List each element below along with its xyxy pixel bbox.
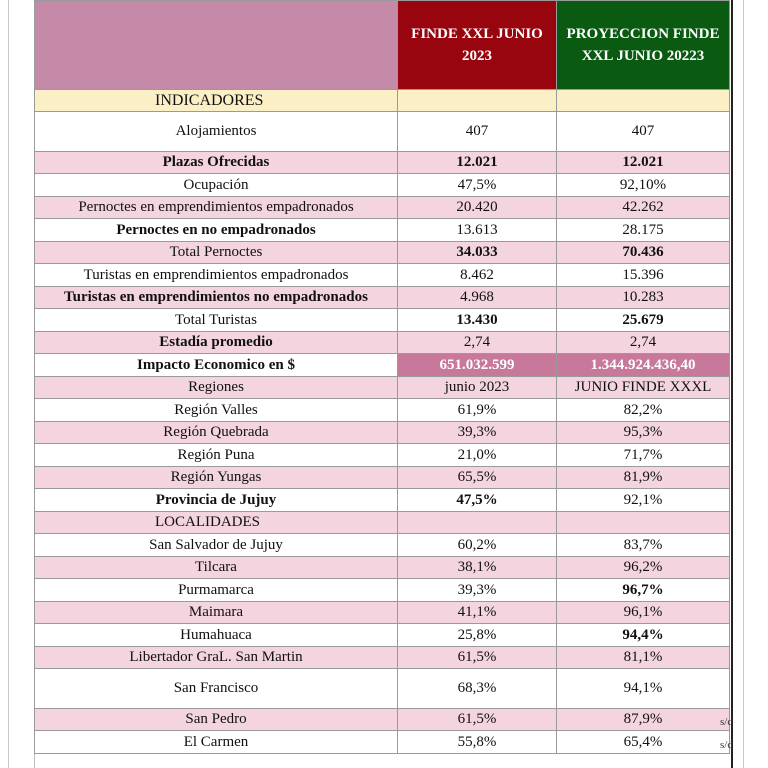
value-2023[interactable]: 21,0%	[398, 444, 557, 467]
value-proyeccion[interactable]: 65,4%	[557, 731, 730, 754]
value-proyeccion[interactable]: 81,1%	[557, 647, 730, 669]
value-proyeccion[interactable]: 94,1%	[557, 669, 730, 709]
table-row	[35, 112, 730, 152]
table-row	[35, 489, 730, 512]
side-note-san-pedro: s/d	[720, 716, 733, 728]
header-proyeccion[interactable]: PROYECCION FINDE XXL JUNIO 20223	[557, 1, 730, 90]
value-2023[interactable]: 20.420	[398, 197, 557, 219]
cell[interactable]	[557, 512, 730, 534]
row-label[interactable]: Total Pernoctes	[35, 242, 398, 264]
value-2023[interactable]: 65,5%	[398, 467, 557, 489]
table-row	[35, 624, 730, 647]
table-row	[35, 579, 730, 602]
row-label[interactable]: San Salvador de Jujuy	[35, 534, 398, 557]
row-label[interactable]: San Francisco	[35, 669, 398, 709]
row-label[interactable]: Región Valles	[35, 399, 398, 422]
section-indicadores[interactable]: INDICADORES	[35, 90, 398, 112]
row-label[interactable]: Ocupación	[35, 174, 398, 197]
value-2023[interactable]: 4.968	[398, 287, 557, 309]
row-label[interactable]: Turistas en emprendimientos empadronados	[35, 264, 398, 287]
value-2023[interactable]: 651.032.599	[398, 354, 557, 377]
row-label[interactable]: Total Turistas	[35, 309, 398, 332]
value-2023[interactable]: 39,3%	[398, 579, 557, 602]
value-proyeccion[interactable]: 70.436	[557, 242, 730, 264]
value-proyeccion[interactable]: 71,7%	[557, 444, 730, 467]
row-label[interactable]: Turistas en emprendimientos no empadronados	[35, 287, 398, 309]
section-localidades[interactable]: LOCALIDADES	[35, 512, 398, 534]
value-2023[interactable]: 61,9%	[398, 399, 557, 422]
value-proyeccion[interactable]: 81,9%	[557, 467, 730, 489]
value-2023[interactable]: 55,8%	[398, 731, 557, 754]
row-label[interactable]: Humahuaca	[35, 624, 398, 647]
cell[interactable]	[557, 90, 730, 112]
row-label[interactable]: San Pedro	[35, 709, 398, 731]
header-finde-2023[interactable]: FINDE XXL JUNIO 2023	[398, 1, 557, 90]
row-label[interactable]: Libertador GraL. San Martin	[35, 647, 398, 669]
row-label[interactable]: Pernoctes en emprendimientos empadronados	[35, 197, 398, 219]
grid-line	[8, 0, 9, 768]
value-2023[interactable]: 12.021	[398, 152, 557, 174]
table-row	[35, 264, 730, 287]
row-label[interactable]: Región Quebrada	[35, 422, 398, 444]
value-2023[interactable]: 34.033	[398, 242, 557, 264]
value-proyeccion[interactable]: 25.679	[557, 309, 730, 332]
table-row	[35, 174, 730, 197]
value-proyeccion[interactable]: 92,10%	[557, 174, 730, 197]
value-2023[interactable]: 8.462	[398, 264, 557, 287]
value-2023[interactable]: 25,8%	[398, 624, 557, 647]
value-proyeccion[interactable]: 15.396	[557, 264, 730, 287]
table-row	[35, 152, 730, 174]
table-row	[35, 287, 730, 309]
table-row	[35, 709, 730, 731]
row-label[interactable]: Plazas Ofrecidas	[35, 152, 398, 174]
value-2023[interactable]: 2,74	[398, 332, 557, 354]
table-row	[35, 444, 730, 467]
table-row	[35, 242, 730, 264]
table-row	[35, 422, 730, 444]
header-blank-cell[interactable]	[35, 1, 398, 90]
row-label[interactable]: Maimara	[35, 602, 398, 624]
value-proyeccion[interactable]: 96,1%	[557, 602, 730, 624]
value-2023[interactable]: 41,1%	[398, 602, 557, 624]
row-label[interactable]: El Carmen	[35, 731, 398, 754]
table-row	[35, 332, 730, 354]
value-proyeccion[interactable]: 94,4%	[557, 624, 730, 647]
row-label[interactable]: Estadía promedio	[35, 332, 398, 354]
row-label[interactable]: Región Puna	[35, 444, 398, 467]
table-row	[35, 354, 730, 377]
value-2023[interactable]: 13.430	[398, 309, 557, 332]
value-proyeccion[interactable]: 92,1%	[557, 489, 730, 512]
table-row	[35, 467, 730, 489]
value-proyeccion[interactable]: 82,2%	[557, 399, 730, 422]
localidades-header-row	[35, 512, 730, 534]
value-proyeccion[interactable]: 96,2%	[557, 557, 730, 579]
value-proyeccion[interactable]: 10.283	[557, 287, 730, 309]
value-2023[interactable]: 407	[398, 112, 557, 152]
table-row	[35, 534, 730, 557]
value-proyeccion[interactable]: 407	[557, 112, 730, 152]
value-2023[interactable]: 39,3%	[398, 422, 557, 444]
value-proyeccion[interactable]: 28.175	[557, 219, 730, 242]
table-row	[35, 669, 730, 709]
value-proyeccion[interactable]: JUNIO FINDE XXXL	[557, 377, 730, 399]
cell[interactable]	[398, 512, 557, 534]
table-row	[35, 557, 730, 579]
cell[interactable]	[398, 90, 557, 112]
value-proyeccion[interactable]: 95,3%	[557, 422, 730, 444]
value-2023[interactable]: 61,5%	[398, 647, 557, 669]
row-label[interactable]: Regiones	[35, 377, 398, 399]
right-grid-strip	[729, 0, 768, 768]
value-proyeccion[interactable]: 87,9%	[557, 709, 730, 731]
row-label[interactable]: Provincia de Jujuy	[35, 489, 398, 512]
row-label[interactable]: Región Yungas	[35, 467, 398, 489]
value-2023[interactable]: junio 2023	[398, 377, 557, 399]
value-2023[interactable]: 61,5%	[398, 709, 557, 731]
table-row	[35, 309, 730, 332]
table-row	[35, 731, 730, 754]
row-label[interactable]: Alojamientos	[35, 112, 398, 152]
table-row	[35, 602, 730, 624]
value-2023[interactable]: 60,2%	[398, 534, 557, 557]
value-proyeccion[interactable]: 83,7%	[557, 534, 730, 557]
row-label[interactable]: Impacto Economico en $	[35, 354, 398, 377]
grid-line	[743, 0, 744, 768]
value-2023[interactable]: 68,3%	[398, 669, 557, 709]
table-row	[35, 647, 730, 669]
row-label[interactable]: Purmamarca	[35, 579, 398, 602]
value-2023[interactable]: 47,5%	[398, 174, 557, 197]
row-label[interactable]: Tilcara	[35, 557, 398, 579]
value-proyeccion[interactable]: 1.344.924.436,40	[557, 354, 730, 377]
value-proyeccion[interactable]: 2,74	[557, 332, 730, 354]
value-2023[interactable]: 13.613	[398, 219, 557, 242]
value-proyeccion[interactable]: 42.262	[557, 197, 730, 219]
grid-line	[731, 0, 733, 768]
value-proyeccion[interactable]: 12.021	[557, 152, 730, 174]
side-note-el-carmen: s/d	[720, 739, 733, 751]
regiones-header-row	[35, 377, 730, 399]
table-row	[35, 197, 730, 219]
table-row	[35, 219, 730, 242]
indicators-table	[34, 0, 730, 754]
value-2023[interactable]: 47,5%	[398, 489, 557, 512]
value-2023[interactable]: 38,1%	[398, 557, 557, 579]
value-proyeccion[interactable]: 96,7%	[557, 579, 730, 602]
row-label[interactable]: Pernoctes en no empadronados	[35, 219, 398, 242]
table-row	[35, 399, 730, 422]
